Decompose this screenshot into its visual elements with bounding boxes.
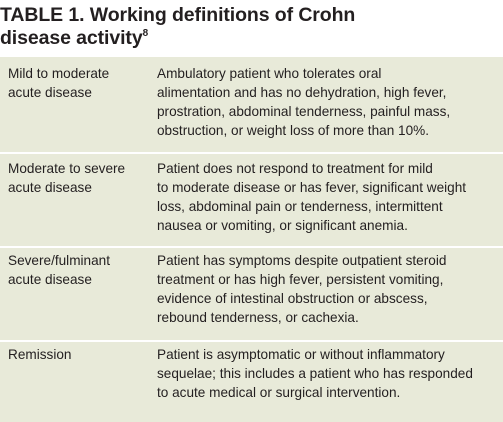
term-line: Mild to moderate [8,66,110,81]
table-title-line-2-text: disease activity [0,27,143,49]
definition-cell [157,251,501,327]
term-cell [8,159,158,197]
definition-line: prostration, abdominal tenderness, painful mass, [157,104,451,119]
definition-cell [157,64,501,140]
definition-line: loss, abdominal pain or tenderness, intermittent [157,199,443,214]
definition-line: nausea or vomiting, or significant anemia. [157,218,408,233]
definition-cell [157,345,501,402]
definition-line: rebound tenderness, or cachexia. [157,310,359,325]
definition-line: treatment or has high fever, persistent vomiting, [157,272,444,287]
table-title-line-1: TABLE 1. Working definitions of Crohn [0,4,356,26]
definition-line: to acute medical or surgical intervention. [157,385,401,400]
table-row [0,57,503,155]
definitions-table [0,57,503,422]
term-cell [8,251,158,289]
term-line: Remission [8,347,72,362]
term-cell [8,345,158,364]
definition-line: alimentation and has no dehydration, high fever, [157,85,447,100]
term-line: Moderate to severe [8,161,126,176]
term-cell [8,64,158,102]
term-line: acute disease [8,85,92,100]
definition-cell [157,159,501,235]
definition-line: Patient has symptoms despite outpatient steroid [157,253,447,268]
table-row [0,248,503,345]
definition-line: Patient is asymptomatic or without inflammatory [157,347,445,362]
definition-line: Ambulatory patient who tolerates oral [157,66,382,81]
definition-line: obstruction, or weight loss of more than 10%. [157,123,430,138]
table-title [0,4,500,50]
definition-line: to moderate disease or has fever, significant weight [157,180,467,195]
table-row [0,342,503,422]
table-title-line-2 [0,27,500,50]
term-line: Severe/fulminant [8,253,111,268]
reference-superscript: 8 [142,27,149,39]
definition-line: evidence of intestinal obstruction or abscess, [157,291,428,306]
term-line: acute disease [8,272,92,287]
table-row [0,154,503,251]
definition-line: Patient does not respond to treatment for mild [157,161,433,176]
definition-line: sequelae; this includes a patient who has responded [157,366,473,381]
term-line: acute disease [8,180,92,195]
